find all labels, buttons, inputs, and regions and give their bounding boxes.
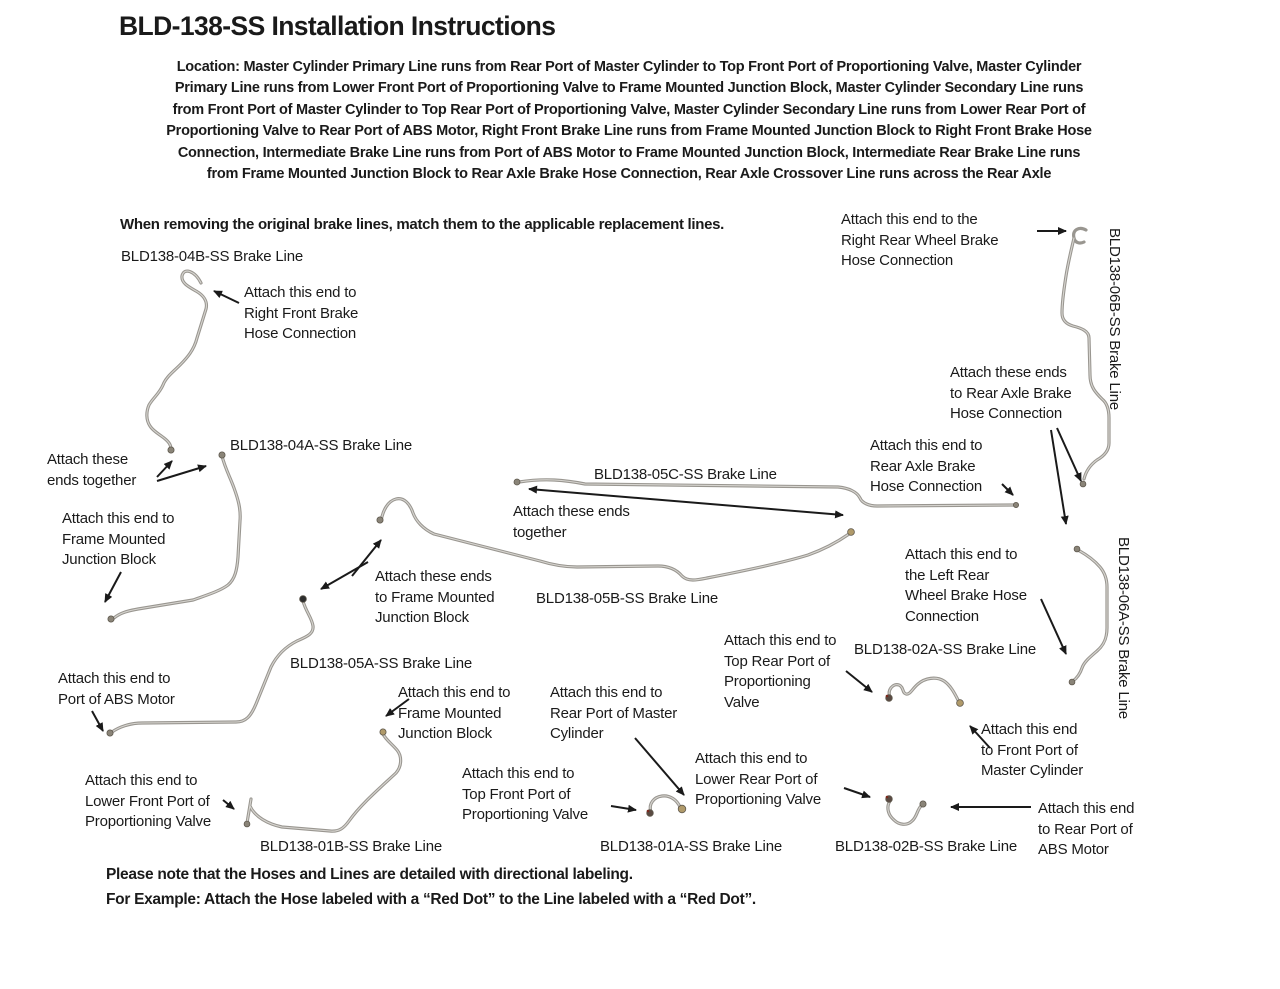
label-attach-rear-axle-hose: Attach this end to Rear Axle Brake Hose Connection — [870, 437, 983, 495]
arrow-abs-port — [92, 711, 103, 731]
location-line: Primary Line runs from Lower Front Port of Proportioning Valve to Frame Mounted Junction Block, Master Cylinder Secondary Line runs — [174, 80, 1084, 97]
location-line: Proportioning Valve to Rear Port of ABS Motor, Right Front Brake Line runs from Frame Mounted Junction Block to Right Front Brake Hose — [166, 123, 1092, 140]
red-dot — [886, 796, 889, 799]
brake-line-04b-drawing — [147, 271, 207, 449]
brake-line-02b-drawing — [888, 801, 921, 824]
label-attach-rear-port-abs: Attach this end to Rear Port of ABS Motor — [1038, 800, 1135, 858]
red-dot — [647, 810, 650, 813]
label-line-01b: BLD138-01B-SS Brake Line — [260, 838, 442, 855]
location-line: Location: Master Cylinder Primary Line runs from Rear Port of Master Cylinder to Top Front Port of Proportioning Valve, Master Cylinder — [176, 59, 1082, 75]
label-line-02b: BLD138-02B-SS Brake Line — [835, 838, 1017, 855]
arrow-lower-rear-port — [844, 788, 870, 797]
removal-note: When removing the original brake lines, match them to the applicable replacement lines. — [120, 216, 725, 233]
arrow-rear-axle-06b — [1057, 428, 1081, 481]
label-attach-ends-together-mid: Attach these ends together — [513, 503, 630, 541]
label-attach-top-front-port: Attach this end to Top Front Port of Proportioning Valve — [462, 765, 588, 823]
label-attach-abs-port: Attach this end to Port of ABS Motor — [58, 670, 175, 708]
label-attach-rear-port-mc: Attach this end to Rear Port of Master Cylinder — [550, 684, 678, 742]
label-attach-left-rear-wheel-hose: Attach this end to the Left Rear Wheel Brake Hose Connection — [905, 546, 1027, 625]
label-line-04a: BLD138-04A-SS Brake Line — [230, 437, 412, 454]
footer-line: For Example: Attach the Hose labeled with a “Red Dot” to the Line labeled with a “Red Dot”. — [106, 890, 756, 908]
label-line-06b: BLD138-06B-SS Brake Line — [1106, 228, 1123, 410]
brake-line-02a-drawing — [889, 678, 958, 700]
label-line-05c: BLD138-05C-SS Brake Line — [594, 466, 777, 483]
arrow-frame-junction-05a — [321, 562, 368, 589]
label-attach-frame-junction-left: Attach this end to Frame Mounted Junction Block — [62, 510, 175, 568]
label-line-01a: BLD138-01A-SS Brake Line — [600, 838, 782, 855]
brake-line-01b-drawing — [247, 734, 401, 831]
label-attach-right-front-hose: Attach this end to Right Front Brake Hose Connection — [244, 284, 359, 342]
page-title: BLD-138-SS Installation Instructions — [119, 11, 556, 41]
label-line-02a: BLD138-02A-SS Brake Line — [854, 641, 1036, 658]
label-attach-lower-front-port: Attach this end to Lower Front Port of Proportioning Valve — [85, 772, 211, 830]
arrow-left-rear-wheel — [1041, 599, 1066, 654]
label-attach-lower-rear-port: Attach this end to Lower Rear Port of Proportioning Valve — [695, 750, 821, 808]
brake-line-05a-drawing — [112, 601, 313, 732]
arrow-top-rear-port — [846, 671, 872, 692]
label-attach-frame-junction-01b: Attach this end to Frame Mounted Junction Block — [398, 684, 511, 742]
arrow-top-front-port — [611, 806, 636, 810]
arrow-ends-together-04b — [157, 461, 172, 477]
arrow-rear-port-mc — [635, 738, 684, 795]
label-attach-top-rear-port: Attach this end to Top Rear Port of Proportioning Valve — [724, 632, 837, 711]
label-attach-frame-junction-ends: Attach these ends to Frame Mounted Junction Block — [375, 568, 495, 626]
arrow-rear-axle-05c — [1002, 484, 1013, 495]
directional-labeling-note — [106, 863, 756, 912]
location-line: from Front Port of Master Cylinder to Top Rear Port of Proportioning Valve, Master Cylinder Secondary Line runs from Lower Rear Port of — [172, 101, 1086, 118]
arrow-frame-junction-left — [105, 572, 121, 602]
label-line-04b: BLD138-04B-SS Brake Line — [121, 248, 303, 265]
arrow-lower-front-port — [223, 800, 234, 809]
label-line-05b: BLD138-05B-SS Brake Line — [536, 590, 718, 607]
label-line-06a: BLD138-06A-SS Brake Line — [1115, 537, 1132, 719]
red-dot — [886, 695, 889, 698]
label-attach-front-port-mc: Attach this end to Front Port of Master Cylinder — [981, 721, 1084, 779]
arrow-right-front-hose — [214, 291, 239, 303]
label-attach-ends-together-left: Attach these ends together — [47, 451, 137, 489]
footer-line: Please note that the Hoses and Lines are detailed with directional labeling. — [106, 866, 633, 883]
location-line: Connection, Intermediate Brake Line runs from Port of ABS Motor to Frame Mounted Junction Block, Intermediate Rear Brake Line runs — [177, 144, 1081, 161]
label-attach-right-rear-wheel-hose: Attach this end to the Right Rear Wheel Brake Hose Connection — [841, 211, 999, 269]
label-attach-rear-axle-ends: Attach these ends to Rear Axle Brake Hose Connection — [950, 364, 1072, 422]
location-line: from Frame Mounted Junction Block to Rear Axle Brake Hose Connection, Rear Axle Crossover Line runs across the Rear Axle — [206, 166, 1052, 183]
label-line-05a: BLD138-05A-SS Brake Line — [290, 655, 472, 672]
brake-line-06b-drawing — [1062, 228, 1109, 479]
